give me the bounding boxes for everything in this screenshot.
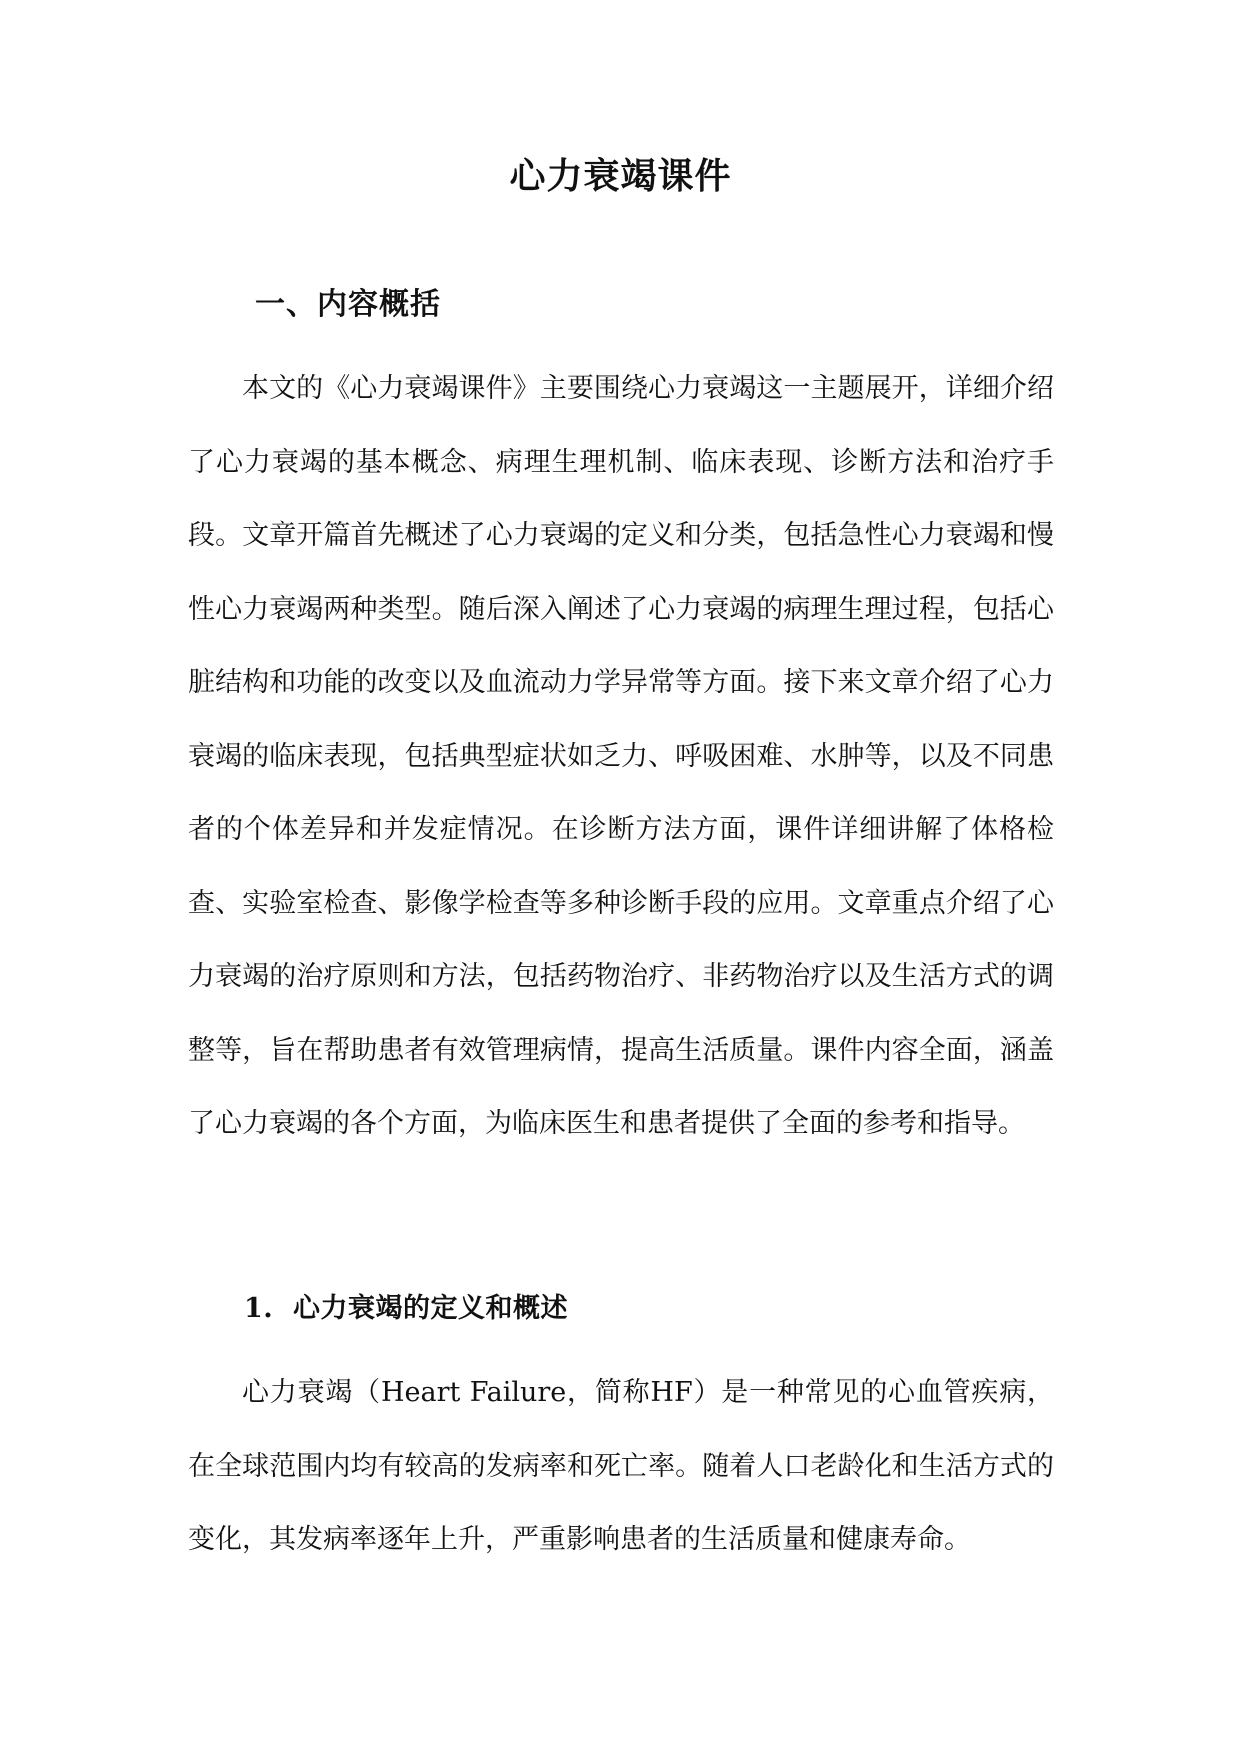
document-title: 心力衰竭课件 [509, 155, 732, 197]
summary-paragraph: 本文的《心力衰竭课件》主要围绕心力衰竭这一主题展开，详细介绍了心力衰竭的基本概念、病理生理机制、临床表现、诊断方法和治疗手段。文章开篇首先概述了心力衰竭的定义和分类，包括急性心力衰竭和慢性心力衰竭两种类型。随后深入阐述了心力衰竭的病理生理过程，包括心脏结构和功能的改变以及血流动力学异常等方面。接下来文章介绍了心力衰竭的临床表现，包括典型症状如乏力、呼吸困难、水肿等，以及不同患者的个体差异和并发症情况。在诊断方法方面，课件详细讲解了体格检查、实验室检查、影像学检查等多种诊断手段的应用。文章重点介绍了心力衰竭的治疗原则和方法，包括药物治疗、非药物治疗以及生活方式的调整等，旨在帮助患者有效管理病情，提高生活质量。课件内容全面，涵盖了心力衰竭的各个方面，为临床医生和患者提供了全面的参考和指导。 [188, 373, 1054, 1139]
subsection-heading-definition: 1. 心力衰竭的定义和概述 [244, 1293, 568, 1324]
definition-paragraph: 心力衰竭（Heart Failure，简称HF）是一种常见的心血管疾病，在全球范围内均有较高的发病率和死亡率。随着人口老龄化和生活方式的变化，其发病率逐年上升，严重影响患者的生活质量和健康寿命。 [188, 1377, 1054, 1555]
section-heading-summary: 一、内容概括 [255, 287, 441, 322]
